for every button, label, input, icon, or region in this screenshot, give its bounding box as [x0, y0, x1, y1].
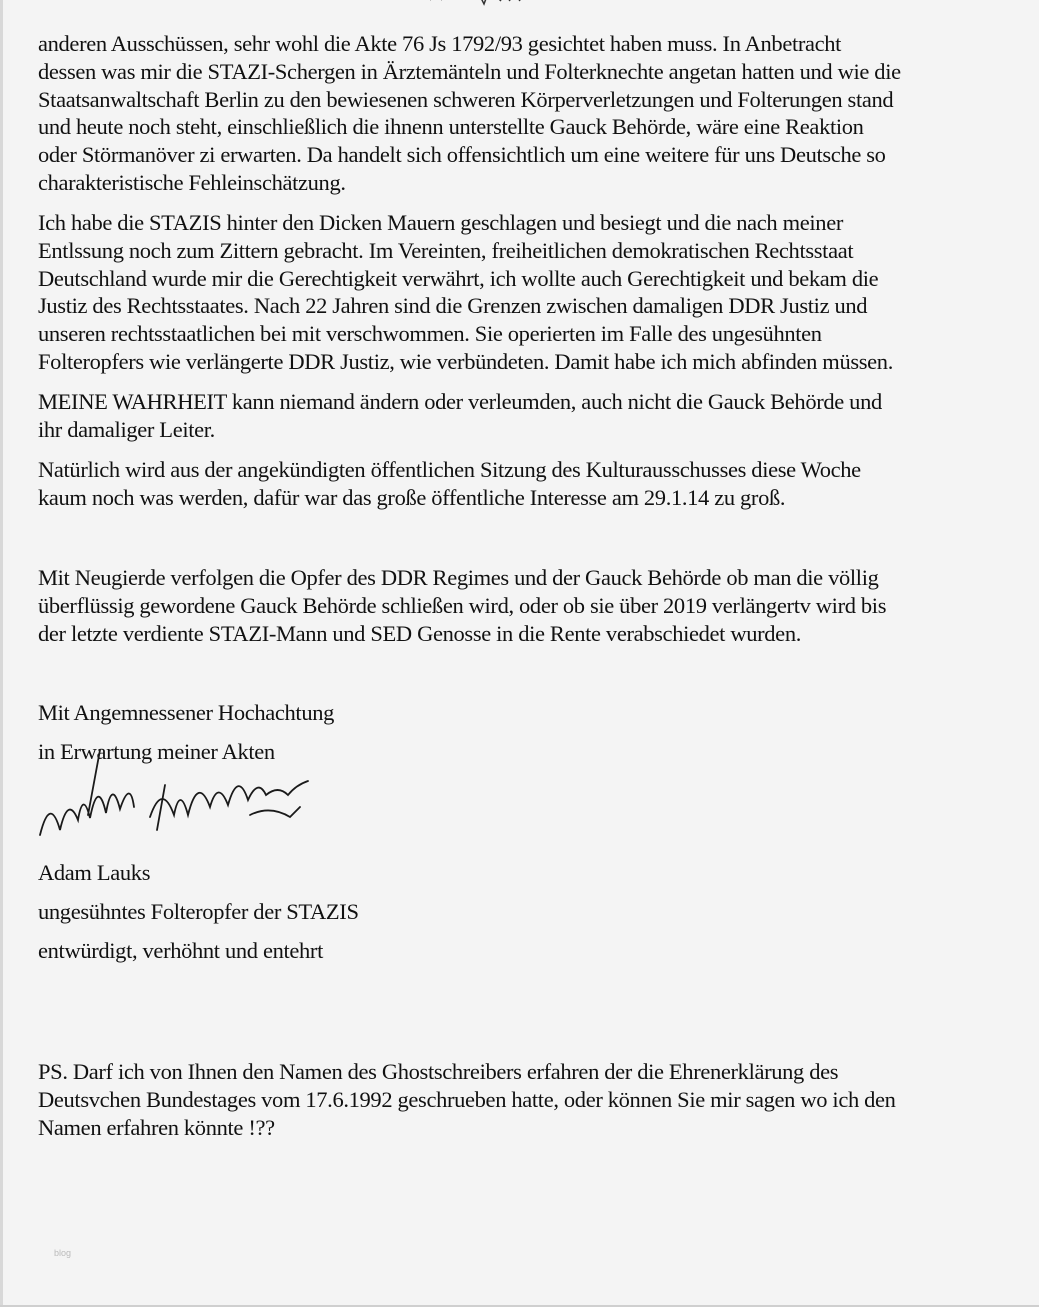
signer-name: Adam Lauks [38, 860, 151, 885]
closing-line: in Erwartung meiner Akten [38, 739, 275, 764]
watermark: blog [54, 1248, 72, 1258]
signer-description: ungesühntes Folteropfer der STAZIS [38, 899, 359, 924]
text-line: Folteropfers wie verlängerte DDR Justiz, wie verbündeten. Damit habe ich mich abfinden müssen. [38, 349, 893, 374]
text-line: Ich habe die STAZIS hinter den Dicken Mauern geschlagen und besiegt und die nach meiner [38, 210, 843, 235]
text-line: kaum noch was werden, dafür war das große öffentliche Interesse am 29.1.14 zu groß. [38, 485, 786, 510]
text-line: Entlssung noch zum Zittern gebracht. Im Vereinten, freiheitlichen demokratischen Rechtsstaat [38, 238, 854, 263]
text-line: oder Störmanöver zi erwarten. Da handelt sich offensichtlich um eine weitere für uns Deutsche so [38, 142, 886, 167]
text-line: unseren rechtsstaatlichen bei mit verschwommen. Sie operierten im Falle des ungesühnten [38, 321, 822, 346]
text-line: dessen was mir die STAZI-Schergen in Ärztemänteln und Folterknechte angetan hatten und wie die [38, 59, 901, 84]
text-line: überflüssig gewordene Gauck Behörde schließen wird, oder ob sie über 2019 verlängertv wird bis [38, 593, 887, 618]
closing-salutation: Mit Angemnessener Hochachtung [38, 700, 335, 725]
text-line: Staatsanwaltschaft Berlin zu den bewiesenen schweren Körperverletzungen und Folterungen stand [38, 87, 894, 112]
scan-edge-left [0, 0, 3, 1307]
postscript-line: PS. Darf ich von Ihnen den Namen des Ghostschreibers erfahren der die Ehrenerklärung des [38, 1059, 839, 1084]
text-line: charakteristische Fehleinschätzung. [38, 170, 346, 195]
text-line: ihr damaliger Leiter. [38, 417, 215, 442]
text-line: und heute noch steht, einschließlich die ihnenn unterstellte Gauck Behörde, wäre eine Reaktion [38, 114, 864, 139]
handwritten-signature [30, 745, 340, 870]
text-line: Deutschland wurde mir die Gerechtigkeit verwährt, ich wollte auch Gerechtigkeit und bekam die [38, 266, 879, 291]
postscript-line: Deutsvchen Bundestages vom 17.6.1992 geschrueben hatte, oder können Sie mir sagen wo ich den [38, 1087, 896, 1112]
postscript-line: Namen erfahren könnte !?? [38, 1115, 275, 1140]
text-line: anderen Ausschüssen, sehr wohl die Akte 76 Js 1792/93 gesichtet haben muss. In Anbetracht [38, 31, 842, 56]
signer-description: entwürdigt, verhöhnt und entehrt [38, 938, 323, 963]
text-line: MEINE WAHRHEIT kann niemand ändern oder verleumden, auch nicht die Gauck Behörde und [38, 389, 882, 414]
handwriting-fragment [420, 0, 620, 8]
text-line: Natürlich wird aus der angekündigten öffentlichen Sitzung des Kulturausschusses diese Woche [38, 457, 861, 482]
text-line: Mit Neugierde verfolgen die Opfer des DDR Regimes und der Gauck Behörde ob man die völlig [38, 565, 879, 590]
text-line: der letzte verdiente STAZI-Mann und SED Genosse in die Rente verabschiedet wurden. [38, 621, 801, 646]
text-line: Justiz des Rechtsstaates. Nach 22 Jahren sind die Grenzen zwischen damaligen DDR Justiz und [38, 293, 868, 318]
